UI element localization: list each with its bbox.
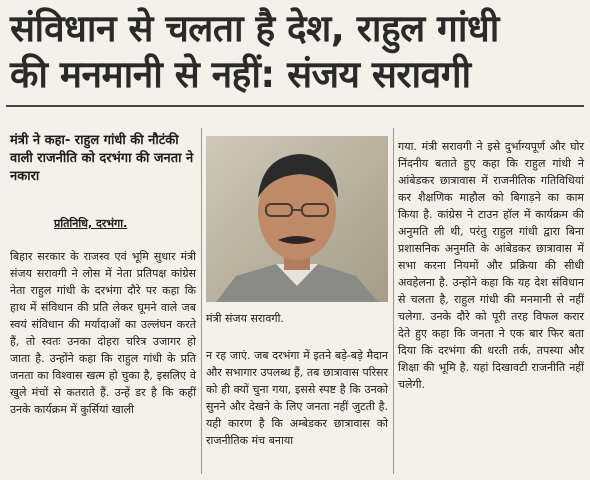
portrait-image	[206, 136, 388, 302]
column-divider	[201, 128, 202, 474]
article-column-3: गया. मंत्री सरावगी ने इसे दुर्भाग्यपूर्ण और घोर निंदनीय बताते हुए कहा कि राहुल गांधी ने आंबेडकर छात्रावास में राजनीतिक गतिविधियां कर शैक्षणिक माहौल को बिगाड़ने का काम किया है. कांग्रेस ने टाउन हॉल में कार्यक्रम की अनुमति ली थी, परंतु राहुल गांधी द्वारा बिना प्रशासनिक अनुमति के आंबेडकर छात्रावास में सभा करना नियमों और प्रक्रिया की सीधी अवहेलना है. उन्होंने कहा कि यह देश संविधान से चलता है, राहुल गांधी की मनमानी से नहीं चलेगा. उनके दौरे को पूरी तरह विफल करार देते हुए कहा कि जनता ने एक बार फिर बता दिया कि दरभंगा की धरती तर्क, तपस्या और शिक्षा की भूमि है. यहां दिखावटी राजनीति नहीं चलेगी.	[398, 140, 584, 391]
minister-photo	[206, 136, 388, 302]
photo-caption: मंत्री संजय सरावगी.	[206, 312, 284, 325]
headline-rule	[6, 105, 584, 107]
article-column-1: बिहार सरकार के राजस्व एवं भूमि सुधार मंत्री संजय सरावगी ने लोस में नेता प्रतिपक्ष कांग्रेस नेता राहुल गांधी के दरभंगा दौरे पर कहा कि हाथ में संविधान की प्रति लेकर घूमने वाले जब स्वयं संविधान की मर्यादाओं का उल्लंघन करते हैं, तो स्वतः उनका दोहरा चरित्र उजागर हो जाता है. उन्होंने कहा कि राहुल गांधी के प्रति जनता का विश्वास खत्म हो चुका है, इसलिए वे खुले मंचों से कतराते हैं. उन्हें डर है कि कहीं उनके कार्यक्रम में कुर्सियां खाली	[10, 250, 196, 416]
subheadline: मंत्री ने कहा- राहुल गांधी की नौटंकी वाली राजनीति को दरभंगा की जनता ने नकारा	[10, 133, 194, 184]
headline-line-2: की मनमानी से नहीं: संजय सरावगी	[10, 53, 471, 96]
headline-line-1: संविधान से चलता है देश, राहुल गांधी	[10, 7, 499, 50]
article-column-2: न रह जाएं. जब दरभंगा में इतने बड़े-बड़े मैदान और सभागार उपलब्ध हैं, तब छात्रावास परिसर को ही क्यों चुना गया, इससे स्पष्ट है कि उनको सुनने और देखने के लिए जनता नहीं जुटती है. यही कारण है कि अम्बेडकर छात्रावास को राजनीतिक मंच बनाया	[206, 349, 388, 447]
byline: प्रतिनिधि, दरभंगा.	[54, 217, 128, 230]
headline	[10, 6, 582, 98]
column-divider	[393, 128, 394, 474]
